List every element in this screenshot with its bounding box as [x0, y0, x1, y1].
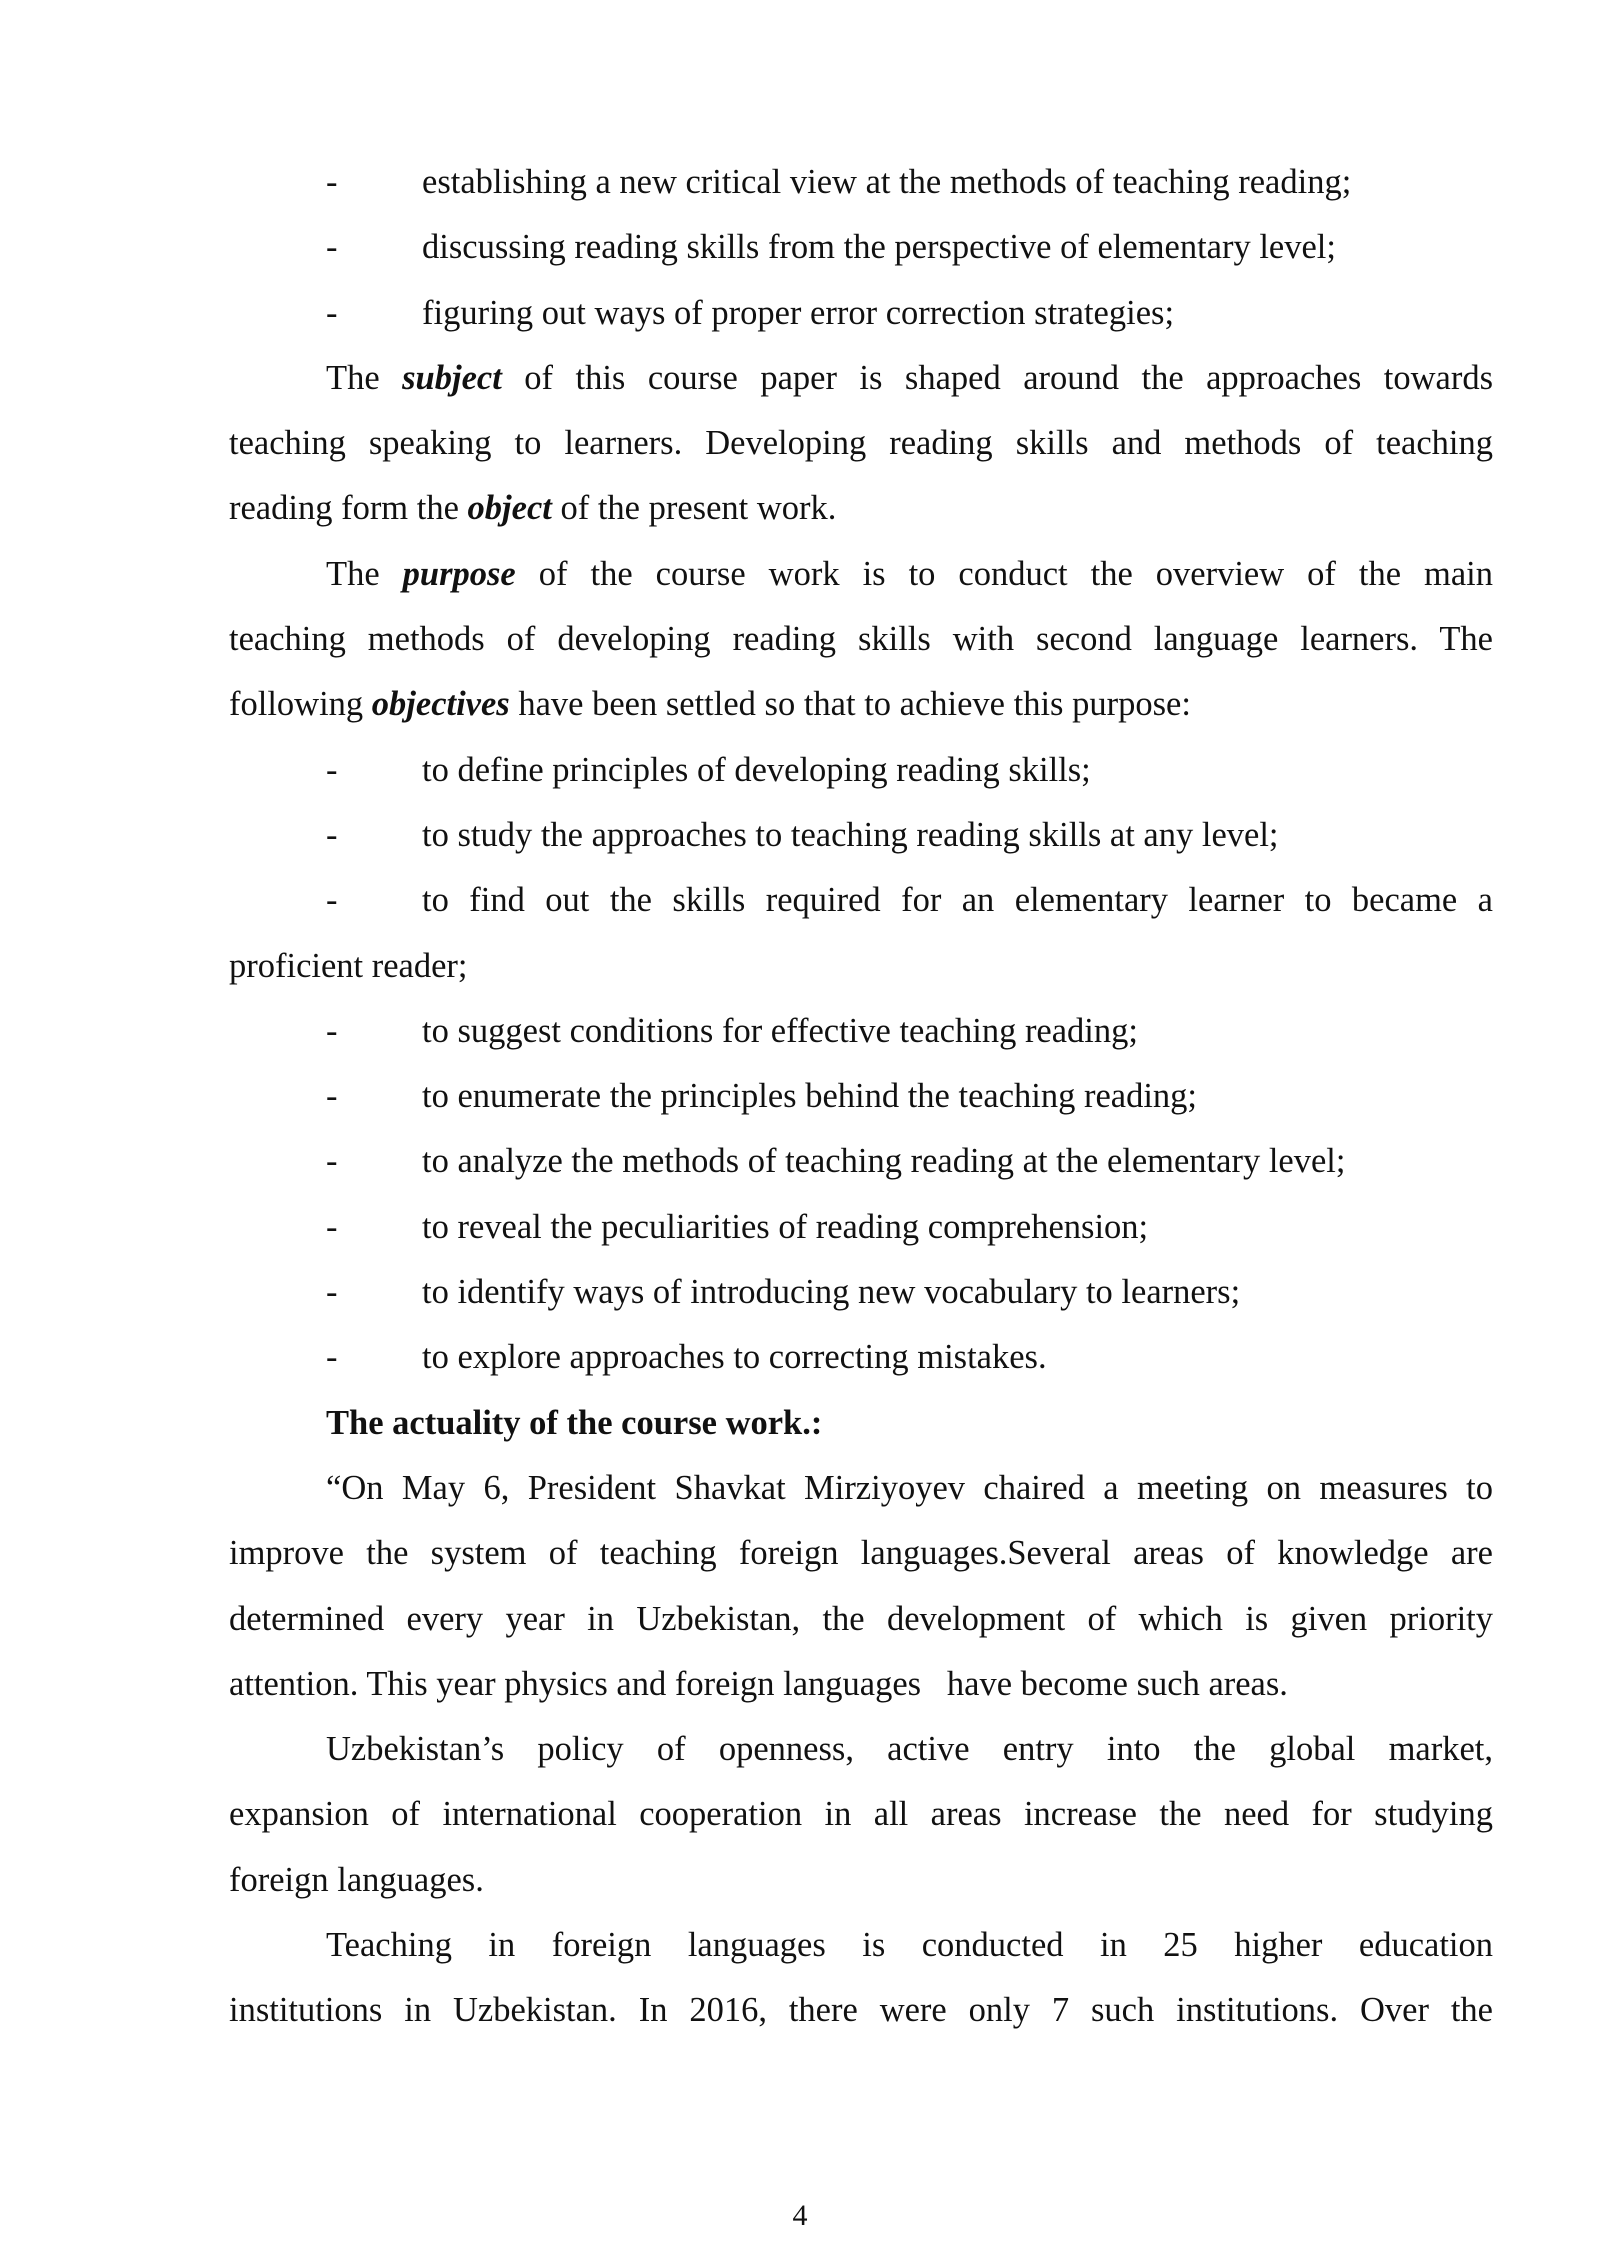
- paragraph-line: institutions in Uzbekistan. In 2016, there were only 7 such institutions. Over the: [229, 1991, 1493, 2030]
- bullet-dash: -: [326, 1273, 338, 1312]
- paragraph-line: attention. This year physics and foreign languages have become such areas.: [229, 1664, 1288, 1703]
- paragraph-line: Teaching in foreign languages is conducted in 25 higher education: [326, 1926, 1493, 1965]
- subject-paragraph-line: teaching speaking to learners. Developing reading skills and methods of teaching: [229, 424, 1493, 463]
- text-run: of this course paper is shaped around the approaches towards: [501, 358, 1493, 397]
- subject-paragraph-line: [229, 476, 1493, 541]
- list-item-continuation: proficient reader;: [229, 946, 468, 985]
- list-item-text: to enumerate the principles behind the teaching reading;: [422, 1077, 1198, 1116]
- subject-paragraph-line: [229, 346, 1493, 411]
- paragraph-line: “On May 6, President Shavkat Mirziyoyev chaired a meeting on measures to: [326, 1468, 1493, 1507]
- list-item-text: to analyze the methods of teaching reading at the elementary level;: [422, 1142, 1346, 1181]
- bullet-dash: -: [326, 1338, 338, 1377]
- list-item-text: figuring out ways of proper error correction strategies;: [422, 293, 1175, 332]
- bullet-dash: -: [326, 293, 338, 332]
- list-item: [229, 1129, 1493, 1194]
- list-item-text: to explore approaches to correcting mistakes.: [422, 1338, 1047, 1377]
- text-run: The: [326, 554, 403, 593]
- list-item: [229, 1325, 1493, 1390]
- text-run: following: [229, 685, 372, 724]
- bullet-dash: -: [326, 1207, 338, 1246]
- bullet-dash: -: [326, 1011, 338, 1050]
- document-page: [229, 150, 1493, 2044]
- list-item: [229, 1195, 1493, 1260]
- text-run: have been settled so that to achieve this purpose:: [509, 685, 1191, 724]
- purpose-paragraph-line: [229, 542, 1493, 607]
- objectives-term: objectives: [371, 685, 510, 724]
- purpose-paragraph-line: teaching methods of developing reading skills with second language learners. The: [229, 620, 1493, 659]
- paragraph-line: expansion of international cooperation in all areas increase the need for studying: [229, 1795, 1493, 1834]
- bullet-dash: -: [326, 815, 338, 854]
- list-item-text: discussing reading skills from the perspective of elementary level;: [422, 228, 1336, 267]
- paragraph-line: foreign languages.: [229, 1860, 484, 1899]
- purpose-term: purpose: [402, 554, 516, 593]
- bullet-dash: -: [326, 228, 338, 267]
- page-number: 4: [792, 2199, 808, 2232]
- list-item-text: to find out the skills required for an elementary learner to became a: [422, 881, 1493, 920]
- list-item: [229, 868, 1493, 933]
- paragraph-line: improve the system of teaching foreign languages.Several areas of knowledge are: [229, 1534, 1493, 1573]
- list-item: [229, 1064, 1493, 1129]
- list-item: [229, 999, 1493, 1064]
- text-run: of the present work.: [551, 489, 837, 528]
- purpose-paragraph-line: [229, 672, 1493, 737]
- bullet-dash: -: [326, 750, 338, 789]
- paragraph-line: Uzbekistan’s policy of openness, active entry into the global market,: [326, 1730, 1493, 1769]
- list-item-text: to define principles of developing reading skills;: [422, 750, 1091, 789]
- text-run: The: [326, 358, 403, 397]
- list-item: [229, 738, 1493, 803]
- bullet-dash: -: [326, 1142, 338, 1181]
- list-item: [229, 150, 1493, 215]
- list-item: [229, 215, 1493, 280]
- list-item: [229, 1260, 1493, 1325]
- text-run: of the course work is to conduct the overview of the main: [515, 554, 1493, 593]
- bullet-dash: -: [326, 881, 338, 920]
- list-item: [229, 803, 1493, 868]
- object-term: object: [467, 489, 552, 528]
- bullet-dash: -: [326, 163, 338, 201]
- subject-term: subject: [402, 358, 502, 397]
- section-heading: The actuality of the course work.:: [326, 1403, 823, 1442]
- text-run: reading form the: [229, 489, 468, 528]
- list-item-text: to suggest conditions for effective teaching reading;: [422, 1011, 1138, 1050]
- list-item: [229, 281, 1493, 346]
- list-item-text: to identify ways of introducing new vocabulary to learners;: [422, 1273, 1241, 1312]
- paragraph-line: determined every year in Uzbekistan, the development of which is given priority: [229, 1599, 1493, 1638]
- list-item-text: to reveal the peculiarities of reading comprehension;: [422, 1207, 1149, 1246]
- bullet-dash: -: [326, 1077, 338, 1116]
- list-item-text: establishing a new critical view at the methods of teaching reading;: [422, 163, 1352, 201]
- list-item-text: to study the approaches to teaching reading skills at any level;: [422, 815, 1279, 854]
